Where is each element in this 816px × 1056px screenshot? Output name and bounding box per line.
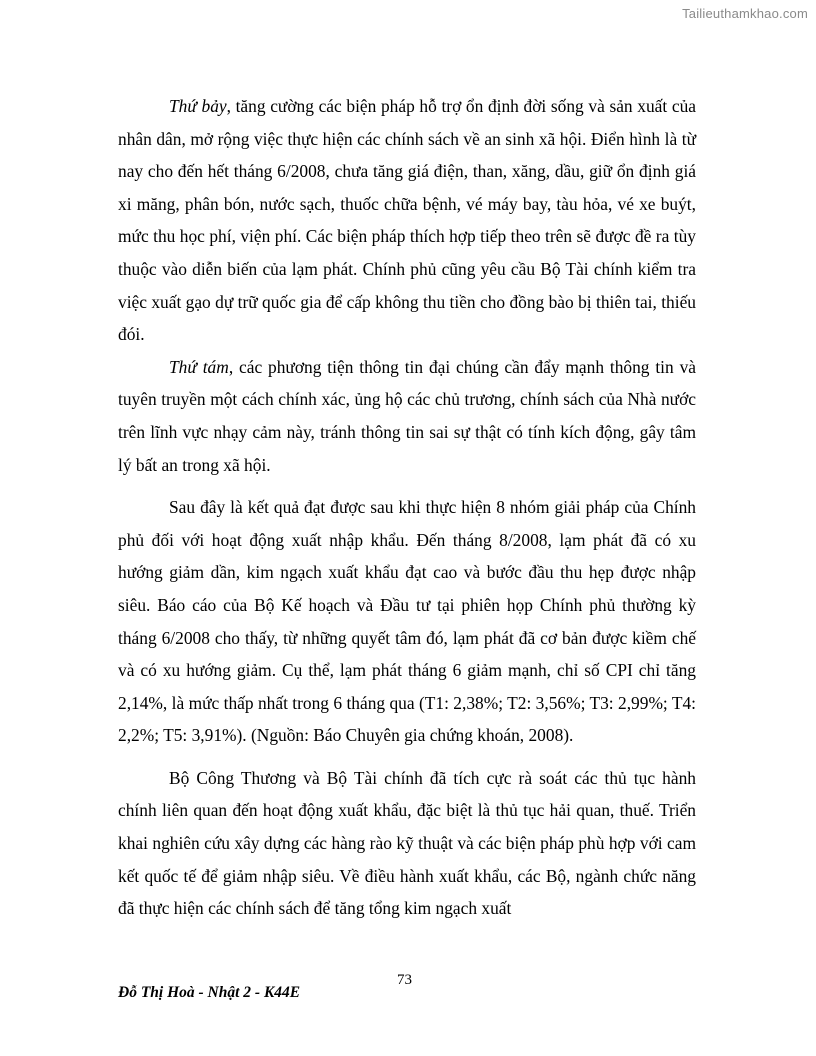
document-body: [118, 90, 696, 925]
page-number: 73: [397, 972, 412, 988]
paragraph-text: , tăng cường các biện pháp hỗ trợ ổn định đời sống và sản xuất của nhân dân, mở rộng việc thực hiện các chính sách về an sinh xã hội. Điển hình là từ nay cho đến hết tháng 6/2008, chưa tăng giá điện, than, xăng, dầu, giữ ổn định giá xi măng, phân bón, nước sạch, thuốc chữa bệnh, vé máy bay, tàu hỏa, vé xe buýt, mức thu học phí, viện phí. Các biện pháp thích hợp tiếp theo trên sẽ được đề ra tùy thuộc vào diễn biến của lạm phát. Chính phủ cũng yêu cầu Bộ Tài chính kiểm tra việc xuất gạo dự trữ quốc gia để cấp không thu tiền cho đồng bào bị thiên tai, thiếu đói.: [118, 96, 696, 345]
paragraph-lead: Thứ tám: [169, 356, 229, 377]
paragraph-ministries: Bộ Công Thương và Bộ Tài chính đã tích cực rà soát các thủ tục hành chính liên quan đến hoạt động xuất khẩu, đặc biệt là thủ tục hải quan, thuế. Triển khai nghiên cứu xây dựng các hàng rào kỹ thuật và các biện pháp phù hợp với cam kết quốc tế để giảm nhập siêu. Về điều hành xuất khẩu, các Bộ, ngành chức năng đã thực hiện các chính sách để tăng tổng kim ngạch xuất: [118, 767, 696, 919]
paragraph-thu-tam: [118, 351, 696, 481]
paragraph-lead: Thứ bảy: [169, 96, 227, 116]
paragraph-thu-bay: [118, 90, 696, 351]
paragraph-text: , các phương tiện thông tin đại chúng cần đẩy mạnh thông tin và tuyên truyền một cách chính xác, ủng hộ các chủ trương, chính sách của Nhà nước trên lĩnh vực nhạy cảm này, tránh thông tin sai sự thật có tính kích động, gây tâm lý bất an trong xã hội.: [118, 356, 696, 475]
footer-author: Đỗ Thị Hoà - Nhật 2 - K44E: [118, 984, 301, 1001]
paragraph-results: Sau đây là kết quả đạt được sau khi thực hiện 8 nhóm giải pháp của Chính phủ đối với hoạt động xuất nhập khẩu. Đến tháng 8/2008, lạm phát đã có xu hướng giảm dần, kim ngạch xuất khẩu đạt cao và bước đầu thu hẹp được nhập siêu. Báo cáo của Bộ Kế hoạch và Đầu tư tại phiên họp Chính phủ thường kỳ tháng 6/2008 cho thấy, từ những quyết tâm đó, lạm phát đã cơ bản được kiềm chế và có xu hướng giảm. Cụ thể, lạm phát tháng 6 giảm mạnh, chỉ số CPI chỉ tăng 2,14%, là mức thấp nhất trong 6 tháng qua (T1: 2,38%; T2: 3,56%; T3: 2,99%; T4: 2,2%; T5: 3,91%). (Nguồn: Báo Chuyên gia chứng khoán, 2008).: [118, 497, 696, 746]
watermark-text: Tailieuthamkhao.com: [682, 6, 808, 21]
